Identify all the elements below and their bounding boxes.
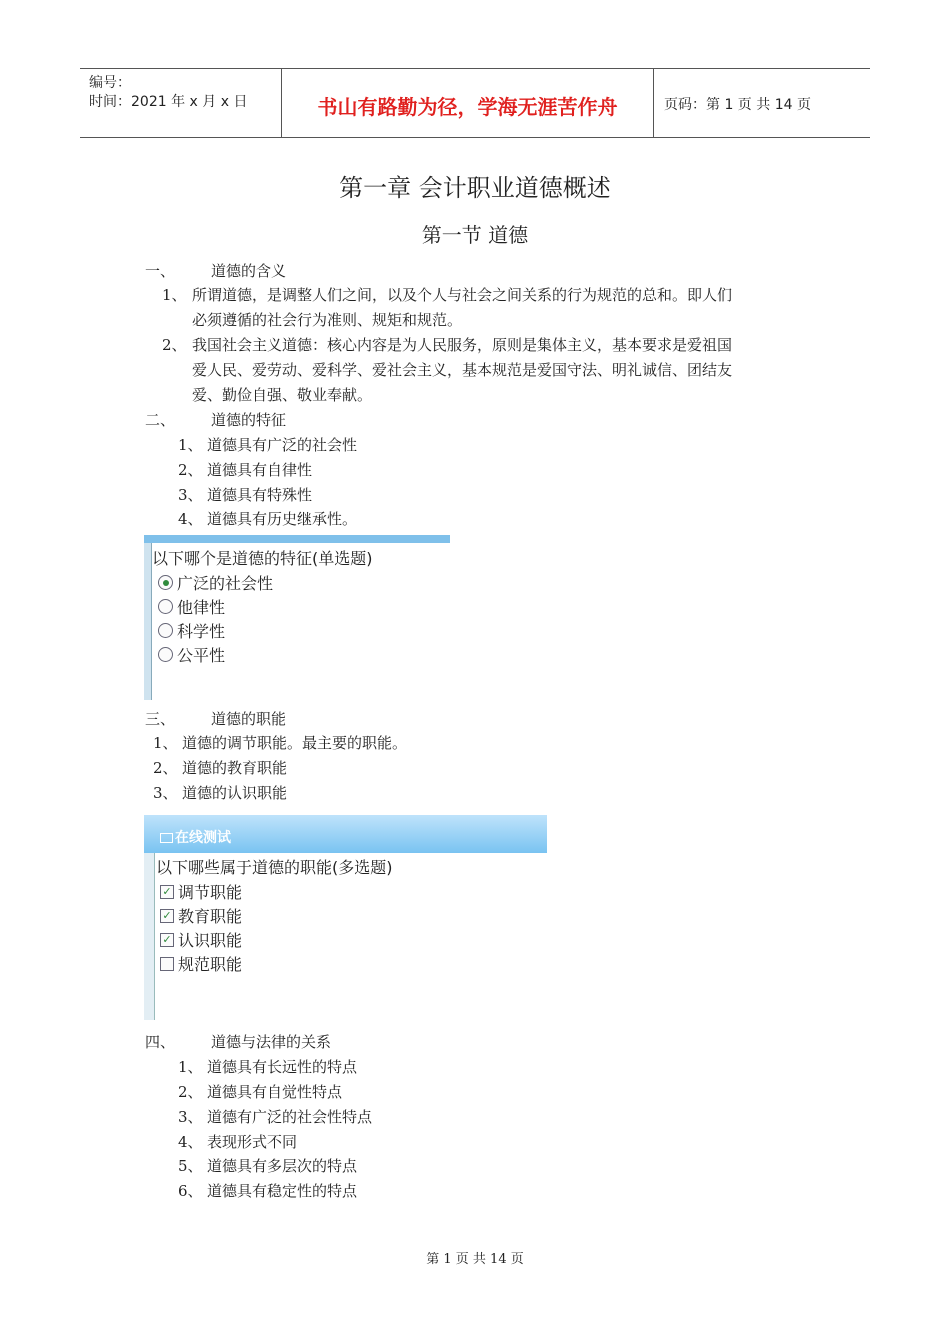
checkbox-checked-icon[interactable]: ✓	[160, 885, 174, 899]
part4-item-num: 3、	[178, 1108, 203, 1126]
part1-item2-num: 2、	[162, 336, 187, 354]
part3-item-num: 1、	[153, 734, 178, 752]
quiz1-question: 以下哪个是道德的特征(单选题)	[152, 549, 373, 568]
checkbox-checked-icon[interactable]: ✓	[160, 933, 174, 947]
part1-item2-line1: 我国社会主义道德：核心内容是为人民服务，原则是集体主义，基本要求是爱祖国	[192, 336, 733, 354]
single-choice-quiz	[144, 535, 450, 700]
quiz2-option-label: 认识职能	[178, 931, 243, 950]
quiz1-option[interactable]	[158, 571, 273, 594]
part4-heading: 道德与法律的关系	[211, 1033, 332, 1051]
motto: 书山有路勤为径，学海无涯苦作舟	[317, 95, 618, 119]
quiz1-option[interactable]	[158, 595, 225, 618]
quiz2-question: 以下哪些属于道德的职能(多选题)	[156, 858, 393, 877]
quiz1-option[interactable]	[158, 643, 225, 666]
chapter-title: 第一章 会计职业道德概述	[339, 174, 611, 202]
part3-num: 三、	[145, 710, 176, 728]
part4-item-num: 4、	[178, 1133, 203, 1151]
quiz2-option-label: 教育职能	[178, 907, 243, 926]
radio-icon[interactable]	[158, 623, 173, 638]
page-info: 页码：第 1 页 共 14 页	[664, 97, 811, 113]
part4-item-text: 道德有广泛的社会性特点	[207, 1108, 373, 1126]
part2-num: 二、	[145, 411, 176, 429]
part4-item-num: 6、	[178, 1182, 203, 1200]
part2-item-num: 1、	[178, 436, 203, 454]
quiz1-option[interactable]	[158, 619, 225, 642]
part4-item-num: 5、	[178, 1157, 203, 1175]
part4-item-text: 道德具有稳定性的特点	[207, 1182, 358, 1200]
part2-item-text: 道德具有特殊性	[207, 486, 313, 504]
quiz2-option[interactable]	[160, 928, 242, 951]
part1-heading: 道德的含义	[211, 262, 287, 280]
part3-item-text: 道德的教育职能	[182, 759, 288, 777]
radio-selected-icon[interactable]	[158, 575, 173, 590]
part2-item-text: 道德具有历史继承性。	[207, 510, 358, 528]
part2-item-num: 2、	[178, 461, 203, 479]
part3-item-num: 2、	[153, 759, 178, 777]
quiz-top-bar	[144, 535, 450, 543]
part4-item-text: 道德具有多层次的特点	[207, 1157, 358, 1175]
part1-item2-line2: 爱人民、爱劳动、爱科学、爱社会主义，基本规范是爱国守法、明礼诚信、团结友	[192, 361, 733, 379]
part4-item-text: 表现形式不同	[207, 1133, 298, 1151]
checkbox-icon[interactable]	[160, 957, 174, 971]
part1-item1-num: 1、	[162, 286, 187, 304]
part4-item-num: 2、	[178, 1083, 203, 1101]
part2-item-num: 3、	[178, 486, 203, 504]
part3-heading: 道德的职能	[211, 710, 287, 728]
radio-icon[interactable]	[158, 599, 173, 614]
part1-num: 一、	[145, 262, 176, 280]
part1-item1-line1: 所谓道德，是调整人们之间，以及个人与社会之间关系的行为规范的总和。即人们	[192, 286, 733, 304]
part4-item-text: 道德具有长远性的特点	[207, 1058, 358, 1076]
part3-item-text: 道德的认识职能	[182, 784, 288, 802]
multi-choice-quiz	[144, 815, 547, 1020]
part4-item-text: 道德具有自觉性特点	[207, 1083, 343, 1101]
header-page-cell	[654, 69, 870, 137]
header-motto-cell	[282, 69, 654, 137]
part1-item1-line2: 必须遵循的社会行为准则、规矩和规范。	[192, 311, 463, 329]
quiz1-option-label: 广泛的社会性	[177, 574, 274, 593]
part2-item-text: 道德具有自律性	[207, 461, 313, 479]
part2-heading: 道德的特征	[211, 411, 287, 429]
radio-icon[interactable]	[158, 647, 173, 662]
part2-item-text: 道德具有广泛的社会性	[207, 436, 358, 454]
quiz-left-bar	[144, 853, 154, 1020]
part4-num: 四、	[145, 1033, 176, 1051]
quiz2-option-label: 调节职能	[178, 883, 243, 902]
date-label: 时间：2021 年 x 月 x 日	[89, 94, 248, 110]
quiz2-option[interactable]	[160, 904, 242, 927]
quiz1-option-label: 公平性	[177, 646, 226, 665]
quiz1-option-label: 他律性	[177, 598, 226, 617]
part3-item-text: 道德的调节职能。最主要的职能。	[182, 734, 408, 752]
part1-item2-line3: 爱、勤俭自强、敬业奉献。	[192, 386, 373, 404]
part2-item-num: 4、	[178, 510, 203, 528]
document-header	[80, 68, 870, 138]
header-meta-cell	[80, 69, 282, 137]
part3-item-num: 3、	[153, 784, 178, 802]
quiz1-option-label: 科学性	[177, 622, 226, 641]
quiz-left-border	[154, 853, 155, 1020]
quiz-window-titlebar	[144, 815, 547, 853]
quiz2-option[interactable]	[160, 952, 242, 975]
page-footer: 第 1 页 共 14 页	[426, 1252, 524, 1267]
quiz2-window-title: 在线测试	[175, 830, 231, 846]
checkbox-checked-icon[interactable]: ✓	[160, 909, 174, 923]
quiz2-option-label: 规范职能	[178, 955, 243, 974]
quiz2-option[interactable]	[160, 880, 242, 903]
window-icon	[160, 833, 173, 843]
number-label: 编号：	[89, 75, 131, 91]
part4-item-num: 1、	[178, 1058, 203, 1076]
section-title: 第一节 道德	[421, 223, 529, 247]
